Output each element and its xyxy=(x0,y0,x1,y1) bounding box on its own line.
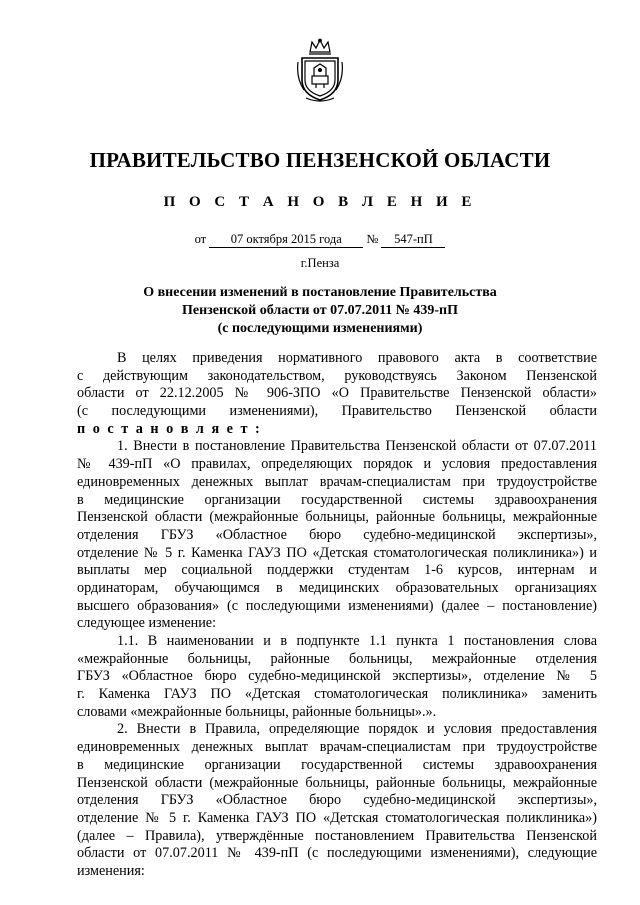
text-line: ординаторам, обучающимся в медицинских образовательных организациях xyxy=(77,579,597,596)
text-line: области от 07.07.2011 № 439-пП (с последующими изменениями), следующие xyxy=(77,845,597,862)
text-line: изменения: xyxy=(77,862,145,879)
text-line: (далее – Правила), утверждённые постановлением Правительства Пензенской xyxy=(77,827,597,844)
document-subject xyxy=(100,284,540,338)
date-prefix: от xyxy=(194,232,207,246)
document-number: 547-пП xyxy=(381,232,445,248)
text-line: отделения ГБУЗ «Областное бюро судебно-медицинской экспертизы», xyxy=(77,792,597,809)
city: г.Пенза xyxy=(300,256,340,270)
text-line: В целях приведения нормативного правового акта в соответствие xyxy=(117,350,597,366)
text-line: (с последующими изменениями), Правительство Пензенской области xyxy=(77,403,597,420)
subject-line: Пензенской области от 07.07.2011 № 439-пП xyxy=(181,303,458,318)
document-body xyxy=(77,350,597,881)
text-line: отделение № 5 г. Каменка ГАУЗ ПО «Детская стоматологическая поликлиника») и xyxy=(77,544,597,561)
text-line: 1. Внести в постановление Правительства Пензенской области от 07.07.2011 xyxy=(117,438,597,455)
text-line: области от 22.12.2005 № 906-ЗПО «О Правительстве Пензенской области» xyxy=(77,385,597,402)
text-line: 1.1. В наименовании и в подпункте 1.1 пункта 1 постановления слова xyxy=(117,633,597,649)
document-date: 07 октября 2015 года xyxy=(209,232,363,248)
text-line: отделения ГБУЗ «Областное бюро судебно-медицинской экспертизы», xyxy=(77,526,597,543)
text-line: 2. Внести в Правила, определяющие порядок и условия предоставления xyxy=(117,721,597,738)
text-line: в медицинские организации государственной системы здравоохранения xyxy=(77,491,597,508)
coat-of-arms-icon xyxy=(296,38,344,102)
subject-line: (с последующими изменениями) xyxy=(217,321,423,336)
text-line: с действующим законодательством, руководствуясь Законом Пензенской xyxy=(77,367,597,384)
document-type: П О С Т А Н О В Л Е Н И Е xyxy=(163,194,477,210)
government-title: ПРАВИТЕЛЬСТВО ПЕНЗЕНСКОЙ ОБЛАСТИ xyxy=(89,148,551,172)
text-line: следующее изменение: xyxy=(77,615,217,632)
date-number-line xyxy=(0,232,640,248)
text-line: Пензенской области (межрайонные больницы, районные больницы, межрайонные xyxy=(77,774,597,791)
text-line: Пензенской области (межрайонные больницы, районные больницы, межрайонные xyxy=(77,509,597,526)
text-line: ГБУЗ «Областное бюро судебно-медицинской экспертизы», отделение № 5 xyxy=(77,668,597,685)
text-line: единовременных денежных выплат врачам-специалистам при трудоустройстве xyxy=(77,739,597,756)
text-line: словами «межрайонные больницы, районные больницы».». xyxy=(77,703,437,720)
text-line: «межрайонные больницы, районные больницы, межрайонные отделения xyxy=(77,650,597,667)
text-line: г. Каменка ГАУЗ ПО «Детская стоматологическая поликлиника» заменить xyxy=(77,686,597,703)
text-line: № 439-пП «О правилах, определяющих порядок и условия предоставления xyxy=(77,456,597,473)
text-line: в медицинские организации государственной системы здравоохранения xyxy=(77,756,597,773)
subject-line: О внесении изменений в постановление Правительства xyxy=(143,285,497,300)
text-line: отделение № 5 г. Каменка ГАУЗ ПО «Детская стоматологическая поликлиника») xyxy=(77,809,597,826)
decree-keyword: п о с т а н о в л я е т : xyxy=(77,420,262,437)
number-prefix: № xyxy=(366,232,379,246)
text-line: высшего образования» (с последующими изменениями) (далее – постановление) xyxy=(77,597,597,614)
text-line: выплаты мер социальной поддержки студентам 1-6 курсов, интернам и xyxy=(77,562,597,579)
text-line: единовременных денежных выплат врачам-специалистам при трудоустройстве xyxy=(77,473,597,490)
